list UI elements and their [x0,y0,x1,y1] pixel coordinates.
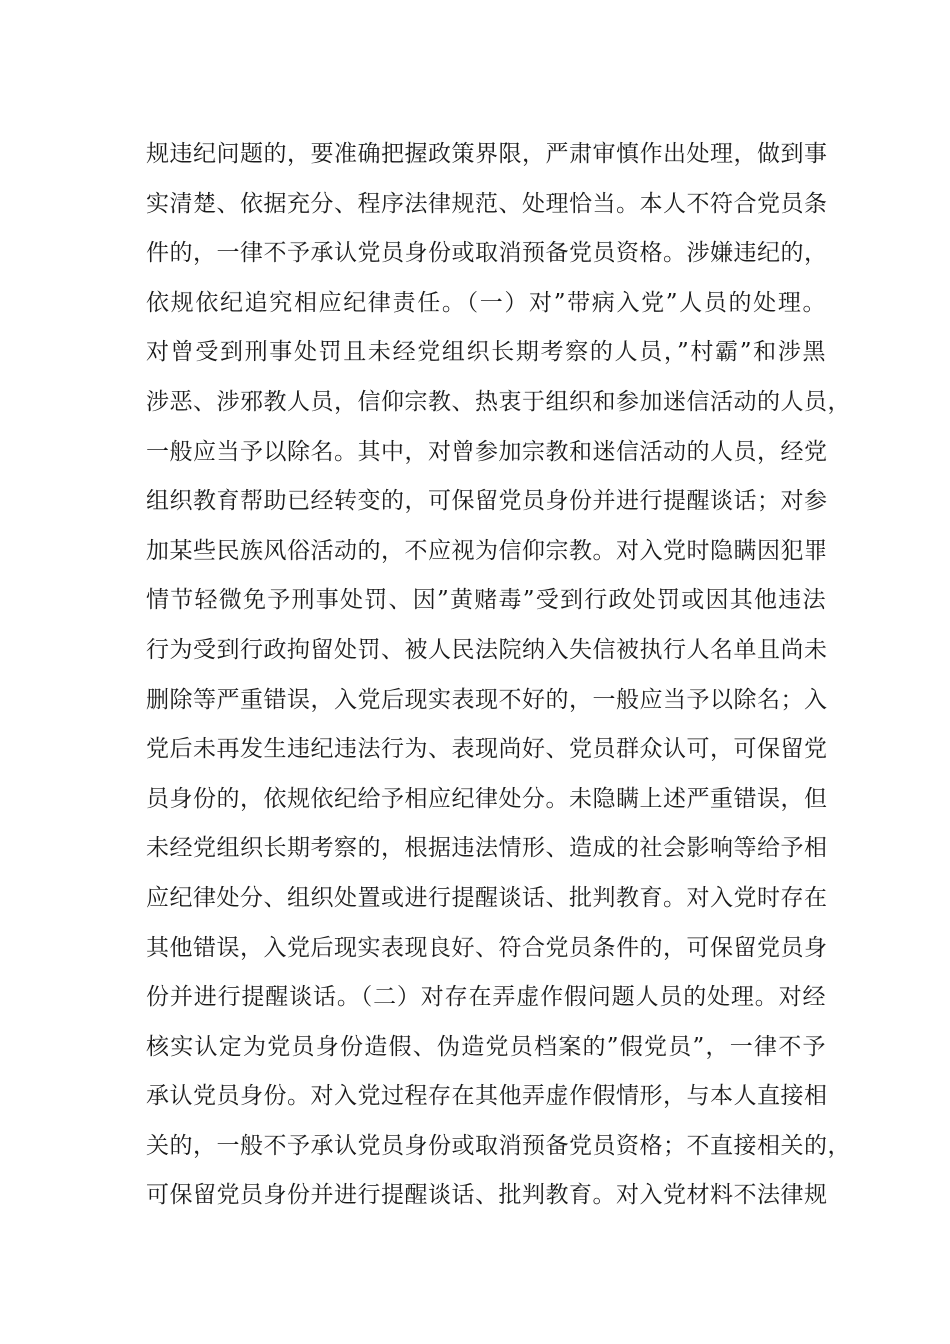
text-line: 对曾受到刑事处罚且未经党组织长期考察的人员，”村霸”和涉黑 [146,339,826,366]
text-line: 党后未再发生违纪违法行为、表现尚好、党员群众认可，可保留党 [146,736,828,763]
body-text [146,130,851,1221]
text-line: 实清楚、依据充分、程序法律规范、处理恰当。本人不符合党员条 [146,190,828,217]
text-line: 件的，一律不予承认党员身份或取消预备党员资格。涉嫌违纪的， [146,240,828,267]
text-line: 一般应当予以除名。其中，对曾参加宗教和迷信活动的人员，经党 [146,438,828,465]
text-line: 删除等严重错误，入党后现实表现不好的，一般应当予以除名；入 [146,686,828,713]
text-line: 依规依纪追究相应纪律责任。（一）对”带病入党”人员的处理。 [146,289,826,316]
text-line: 应纪律处分、组织处置或进行提醒谈话、批判教育。对入党时存在 [146,884,828,911]
text-line: 份并进行提醒谈话。（二）对存在弄虚作假问题人员的处理。对经 [146,984,826,1011]
text-line: 未经党组织长期考察的，根据违法情形、造成的社会影响等给予相 [146,835,828,862]
text-line: 其他错误，入党后现实表现良好、符合党员条件的，可保留党员身 [146,934,828,961]
text-line: 员身份的，依规依纪给予相应纪律处分。未隐瞒上述严重错误，但 [146,785,828,812]
text-line: 可保留党员身份并进行提醒谈话、批判教育。对入党材料不法律规 [146,1182,828,1209]
text-line: 核实认定为党员身份造假、伪造党员档案的”假党员”，一律不予 [146,1033,826,1060]
text-line: 规违纪问题的，要准确把握政策界限，严肃审慎作出处理，做到事 [146,141,828,167]
text-line: 组织教育帮助已经转变的，可保留党员身份并进行提醒谈话；对参 [146,488,828,515]
text-line: 行为受到行政拘留处罚、被人民法院纳入失信被执行人名单且尚未 [146,636,828,663]
text-line: 加某些民族风俗活动的，不应视为信仰宗教。对入党时隐瞒因犯罪 [146,537,828,564]
text-line: 关的，一般不予承认党员身份或取消预备党员资格；不直接相关的， [146,1132,851,1159]
text-line: 情节轻微免予刑事处罚、因”黄赌毒”受到行政处罚或因其他违法 [146,587,826,614]
text-line: 涉恶、涉邪教人员，信仰宗教、热衷于组织和参加迷信活动的人员， [146,388,851,415]
text-line: 承认党员身份。对入党过程存在其他弄虚作假情形，与本人直接相 [146,1083,828,1110]
